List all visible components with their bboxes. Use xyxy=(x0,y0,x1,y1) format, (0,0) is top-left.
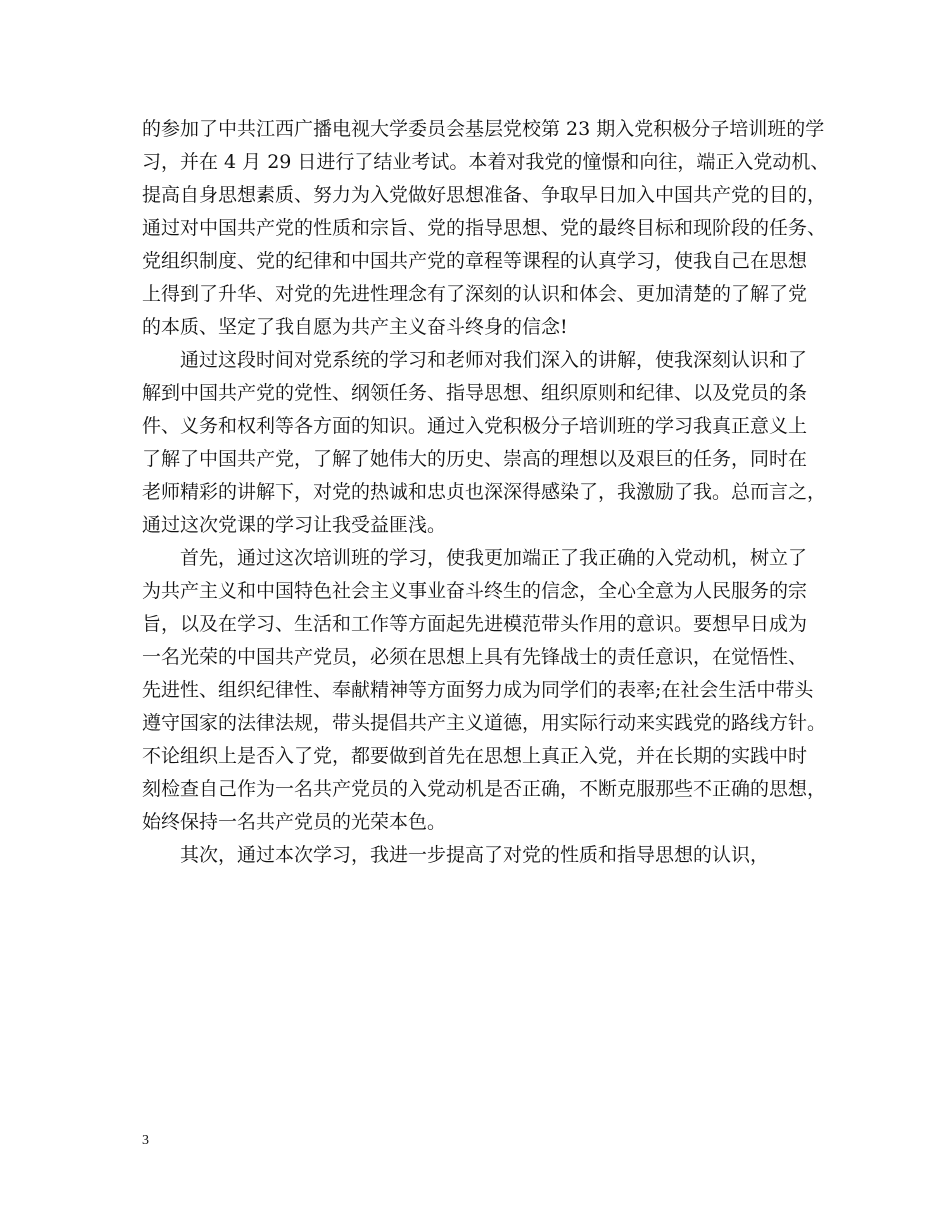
text-line: 通过对中国共产党的性质和宗旨、党的指导思想、党的最终目标和现阶段的任务、 xyxy=(142,217,827,239)
text-line: 件、义务和权利等各方面的知识。通过入党积极分子培训班的学习我真正意义上 xyxy=(142,415,808,437)
text-line: 遵守国家的法律法规，带头提倡共产主义道德，用实际行动来实践党的路线方针。 xyxy=(142,712,827,734)
text-line: 旨，以及在学习、生活和工作等方面起先进模范带头作用的意识。要想早日成为 xyxy=(142,613,808,635)
text-line: 的本质、坚定了我自愿为共产主义奋斗终身的信念! xyxy=(142,316,568,338)
text-line: 习，并在 4 月 29 日进行了结业考试。本着对我党的憧憬和向往，端正入党动机、 xyxy=(142,151,830,173)
text-line: 为共产主义和中国特色社会主义事业奋斗终生的信念，全心全意为人民服务的宗 xyxy=(142,580,808,602)
text-line: 提高自身思想素质、努力为入党做好思想准备、争取早日加入中国共产党的目的， xyxy=(142,184,827,206)
body-text xyxy=(142,113,832,872)
text-line: 刻检查自己作为一名共产党员的入党动机是否正确，不断克服那些不正确的思想， xyxy=(142,778,827,800)
text-line: 老师精彩的讲解下，对党的热诚和忠贞也深深得感染了，我激励了我。总而言之， xyxy=(142,481,827,503)
text-line: 了解了中国共产党，了解了她伟大的历史、崇高的理想以及艰巨的任务，同时在 xyxy=(142,448,808,470)
text-line: 不论组织上是否入了党，都要做到首先在思想上真正入党，并在长期的实践中时 xyxy=(142,745,808,767)
text-line: 通过这次党课的学习让我受益匪浅。 xyxy=(142,514,447,536)
text-line: 党组织制度、党的纪律和中国共产党的章程等课程的认真学习，使我自己在思想 xyxy=(142,250,808,272)
text-line: 始终保持一名共产党员的光荣本色。 xyxy=(142,811,447,833)
text-line: 通过这段时间对党系统的学习和老师对我们深入的讲解，使我深刻认识和了 xyxy=(180,349,808,371)
text-line: 首先，通过这次培训班的学习，使我更加端正了我正确的入党动机，树立了 xyxy=(180,547,808,569)
text-line: 解到中国共产党的党性、纲领任务、指导思想、组织原则和纪律、以及党员的条 xyxy=(142,382,808,404)
text-line: 先进性、组织纪律性、奉献精神等方面努力成为同学们的表率;在社会生活中带头 xyxy=(142,679,814,701)
text-line: 一名光荣的中国共产党员，必须在思想上具有先锋战士的责任意识，在觉悟性、 xyxy=(142,646,808,668)
text-line: 上得到了升华、对党的先进性理念有了深刻的认识和体会、更加清楚的了解了党 xyxy=(142,283,808,305)
page-number: 3 xyxy=(142,1133,149,1148)
text-line: 其次，通过本次学习，我进一步提高了对党的性质和指导思想的认识， xyxy=(180,844,770,866)
text-line: 的参加了中共江西广播电视大学委员会基层党校第 23 期入党积极分子培训班的学 xyxy=(142,118,825,140)
